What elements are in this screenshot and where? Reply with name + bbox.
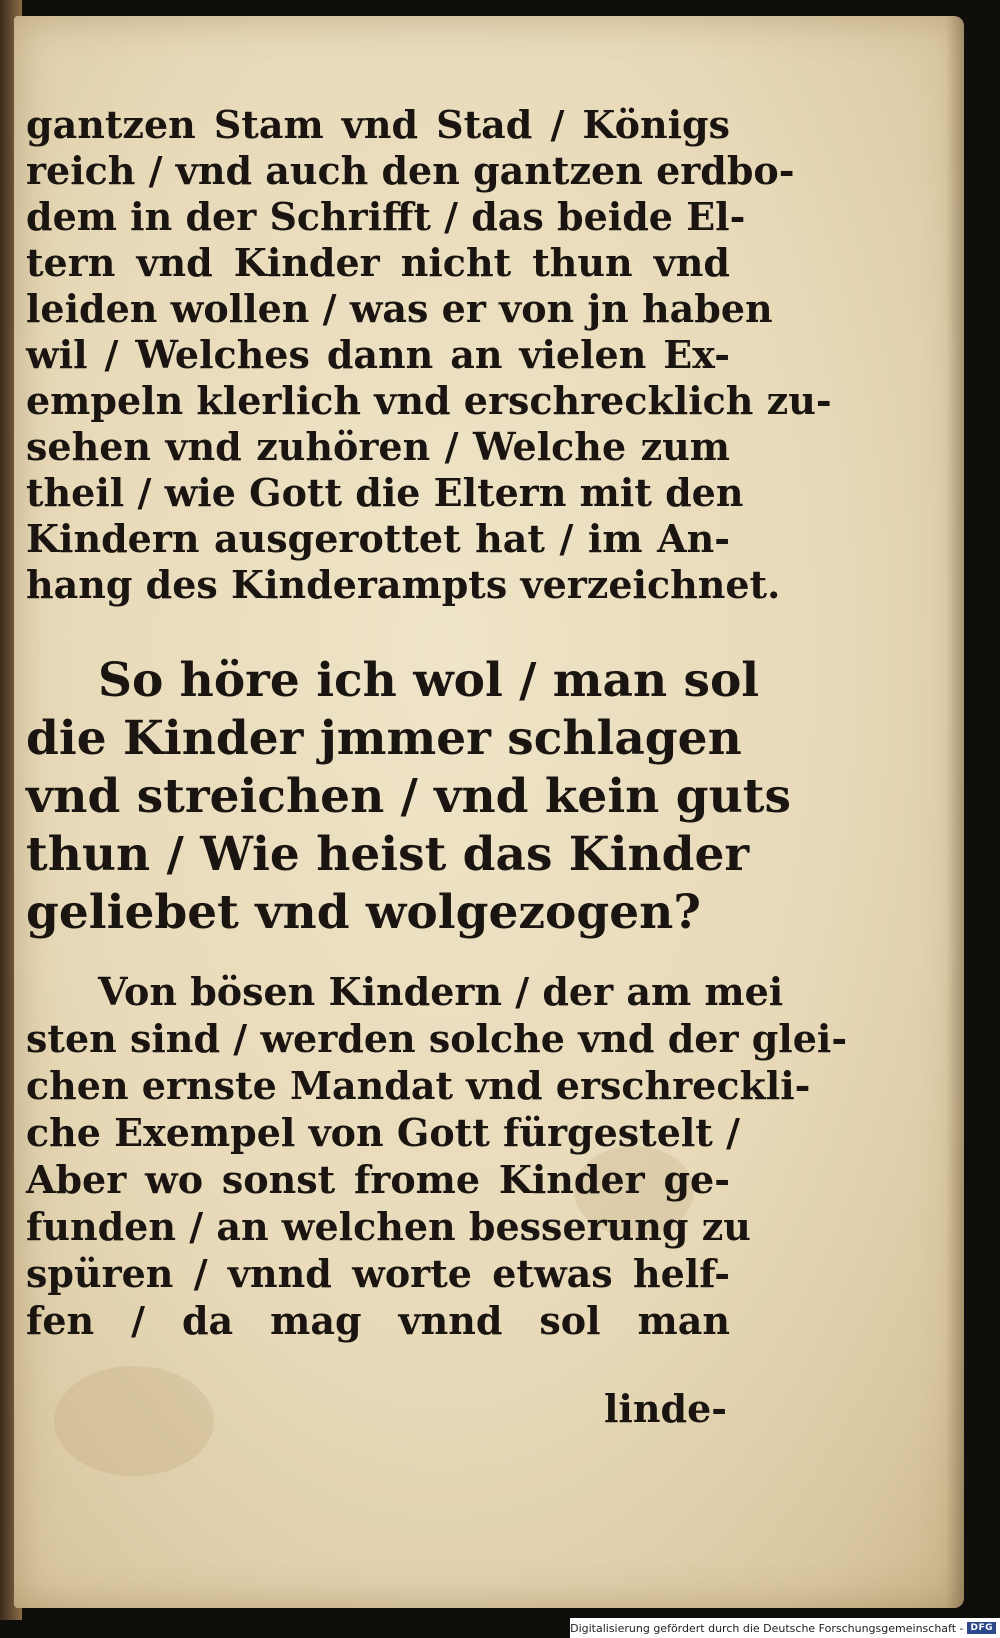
paragraph-1 — [26, 102, 832, 608]
text-line: sehen vnd zuhören / Welche zum — [26, 424, 730, 469]
paragraph-3 — [26, 968, 848, 1344]
text-line: die Kinder jmmer schlagen — [26, 711, 742, 766]
text-line: funden / an welchen besserung zu — [26, 1204, 751, 1249]
text-line: chen ernste Mandat vnd erschreckli- — [26, 1063, 811, 1108]
text-line: So höre ich wol / man sol — [98, 653, 760, 708]
text-line: tern vnd Kinder nicht thun vnd — [26, 240, 730, 285]
text-line: wil / Welches dann an vielen Ex- — [26, 332, 730, 377]
funding-text: Digitalisierung gefördert durch die Deutsche Forschungsgemeinschaft - — [570, 1621, 964, 1635]
text-line: empeln klerlich vnd erschrecklich zu- — [26, 378, 832, 423]
page-edge-shadow — [946, 16, 964, 1608]
text-line: spüren / vnnd worte etwas helf- — [26, 1251, 730, 1296]
text-line: reich / vnd auch den gantzen erdbo- — [26, 148, 795, 193]
paper-stain — [54, 1366, 214, 1476]
text-line: sten sind / werden solche vnd der glei- — [26, 1016, 848, 1061]
catchword: linde- — [604, 1386, 728, 1431]
text-line: Aber wo sonst frome Kinder ge- — [26, 1157, 730, 1202]
dfg-funding-banner — [570, 1618, 1000, 1638]
text-line: vnd streichen / vnd kein guts — [26, 769, 791, 824]
text-line: hang des Kinderampts verzeichnet. — [26, 562, 781, 607]
page-text — [26, 102, 848, 1344]
text-line: thun / Wie heist das Kinder — [26, 827, 750, 882]
text-line: Von bösen Kindern / der am mei — [98, 969, 784, 1014]
text-line: leiden wollen / was er von jn haben — [26, 286, 773, 331]
text-line: che Exempel von Gott fürgestelt / — [26, 1110, 740, 1155]
text-line: theil / wie Gott die Eltern mit den — [26, 470, 744, 515]
paragraph-2-question — [26, 652, 791, 942]
book-page — [14, 16, 964, 1608]
dfg-logo: DFG — [967, 1622, 996, 1634]
text-line: Kindern ausgerottet hat / im An- — [26, 516, 730, 561]
text-line: geliebet vnd wolgezogen? — [26, 885, 701, 940]
text-line: dem in der Schrifft / das beide El- — [26, 194, 746, 239]
text-line: gantzen Stam vnd Stad / Königs — [26, 102, 730, 147]
text-line: fen / da mag vnnd sol man — [26, 1298, 730, 1343]
